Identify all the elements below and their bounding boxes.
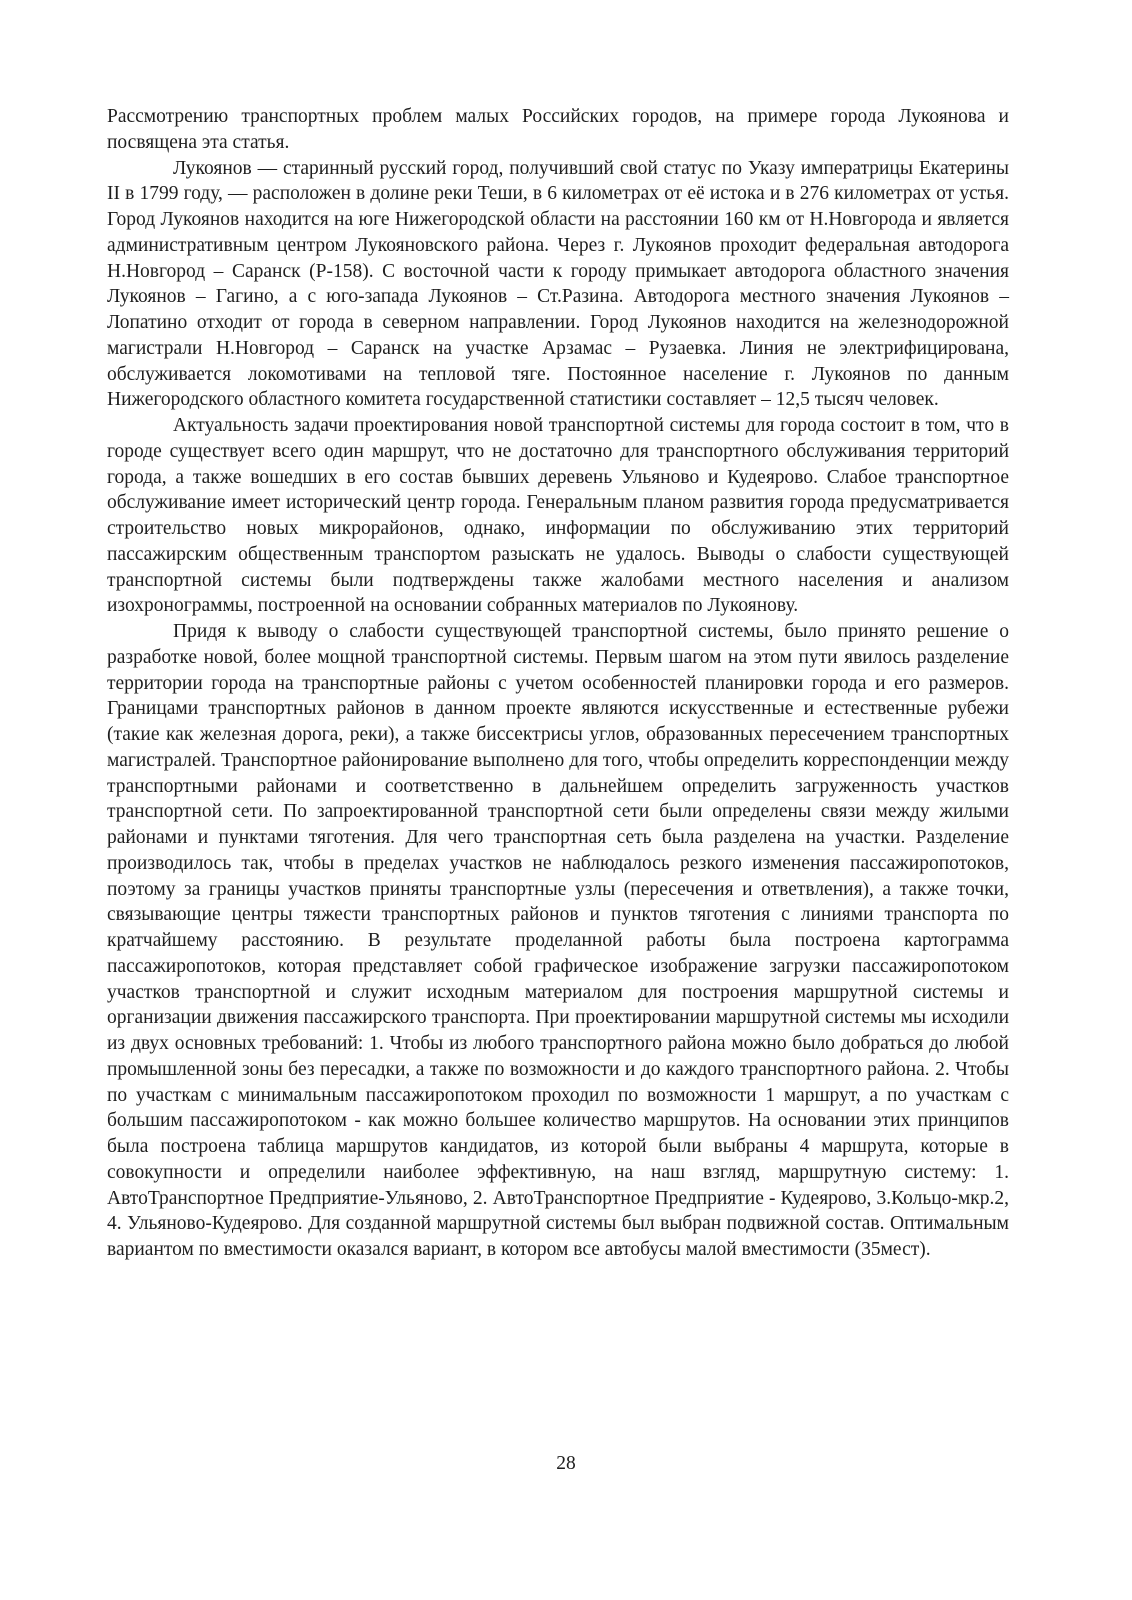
page-number: 28 — [556, 1453, 576, 1474]
document-body — [107, 104, 1009, 1263]
paragraph-relevance: Актуальность задачи проектирования новой транспортной системы для города состоит в том, что в городе существует всего один маршрут, что не достаточно для транспортного обслуживания территорий города, а также вошедших в его состав бывших деревень Ульяново и Кудеярово. Слабое транспортное обслуживание имеет исторический центр города. Генеральным планом развития города предусматривается строительство новых микрорайонов, однако, информации по обслуживанию этих территорий пассажирским общественным транспортом разыскать не удалось. Выводы о слабости существующей транспортной системы были подтверждены также жалобами местного населения и анализом изохронограммы, построенной на основании собранных материалов по Лукоянову. — [107, 415, 1009, 617]
paragraph-intro: Рассмотрению транспортных проблем малых Российских городов, на примере города Лукоянова и посвящена эта статья. — [107, 106, 1009, 153]
paragraph-route-design: Придя к выводу о слабости существующей транспортной системы, было принято решение о разработке новой, более мощной транспортной системы. Первым шагом на этом пути явилось разделение территории города на транспортные районы с учетом особенностей планировки города и его размеров. Границами транспортных районов в данном проекте являются искусственные и естественные рубежи (такие как железная дорога, реки), а также биссектрисы углов, образованных пересечением транспортных магистралей. Транспортное районирование выполнено для того, чтобы определить корреспонденции между транспортными районами и соответственно в дальнейшем определить загруженность участков транспортной сети. По запроектированной транспортной сети были определены связи между жилыми районами и пунктами тяготения. Для чего транспортная сеть была разделена на участки. Разделение производилось так, чтобы в пределах участков не наблюдалось резкого изменения пассажиропотоков, поэтому за границы участков приняты транспортные узлы (пересечения и ответвления), а также точки, связывающие центры тяжести транспортных районов и пунктов тяготения с линиями транспорта по кратчайшему расстоянию. В результате проделанной работы была построена картограмма пассажиропотоков, которая представляет собой графическое изображение загрузки пассажиропотоком участков транспортной и служит исходным материалом для построения маршрутной системы и организации движения пассажирского транспорта. При проектировании маршрутной системы мы исходили из двух основных требований: 1. Чтобы из любого транспортного района можно было добраться до любой промышленной зоны без пересадки, а также по возможности и до каждого транспортного района. 2. Чтобы по участкам с минимальным пассажиропотоком проходил по возможности 1 маршрут, а по участкам с большим пассажиропотоком - как можно большее количество маршрутов. На основании этих принципов была построена таблица маршрутов кандидатов, из которой были выбраны 4 маршрута, которые в совокупности и определили наиболее эффективную, на наш взгляд, маршрутную систему: 1. АвтоТранспортное Предприятие-Ульяново, 2. АвтоТранспортное Предприятие - Кудеярово, 3.Кольцо-мкр.2, 4. Ульяново-Кудеярово. Для созданной маршрутной системы был выбран подвижной состав. Оптимальным вариантом по вместимости оказался вариант, в котором все автобусы малой вместимости (35мест). — [107, 621, 1009, 1260]
paragraph-city-description: Лукоянов — старинный русский город, получивший свой статус по Указу императрицы Екатерины II в 1799 году, — расположен в долине реки Теши, в 6 километрах от её истока и в 276 километрах от устья. Город Лукоянов находится на юге Нижегородской области на расстоянии 160 км от Н.Новгорода и является административным центром Лукояновского района. Через г. Лукоянов проходит федеральная автодорога Н.Новгород – Саранск (Р-158). С восточной части к городу примыкает автодорога областного значения Лукоянов – Гагино, а с юго-запада Лукоянов – Ст.Разина. Автодорога местного значения Лукоянов – Лопатино отходит от города в северном направлении. Город Лукоянов находится на железнодорожной магистрали Н.Новгород – Саранск на участке Арзамас – Рузаевка. Линия не электрифицирована, обслуживается локомотивами на тепловой тяге. Постоянное население г. Лукоянов по данным Нижегородского областного комитета государственной статистики составляет – 12,5 тысяч человек. — [107, 157, 1009, 411]
